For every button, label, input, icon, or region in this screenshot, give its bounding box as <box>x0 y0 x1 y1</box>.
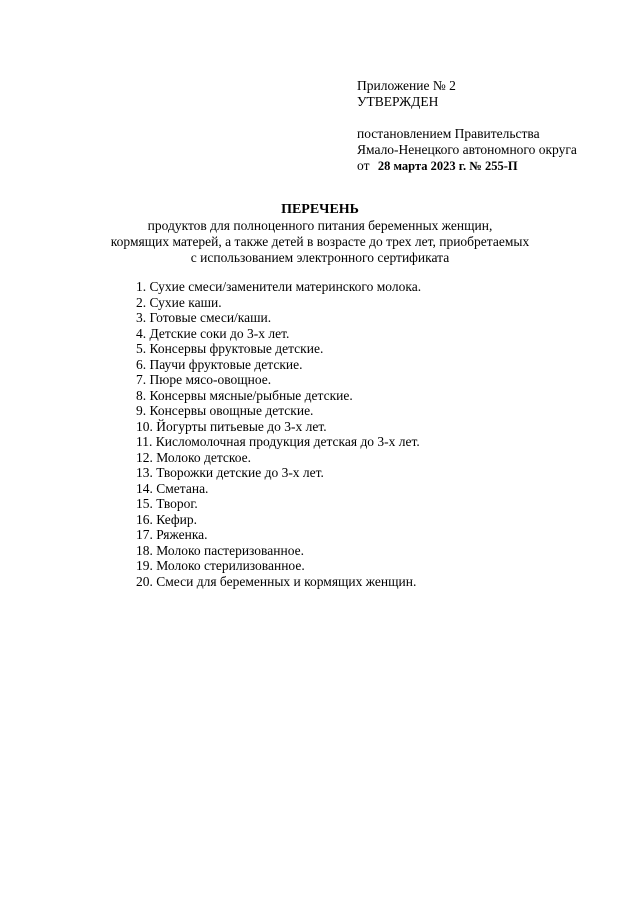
list-item: 17. Ряженка. <box>136 527 208 542</box>
list-item: 6. Паучи фруктовые детские. <box>136 356 303 372</box>
list-item: 3. Готовые смеси/каши. <box>136 310 272 325</box>
appendix-label: Приложение № 2 <box>357 78 456 93</box>
list-item: 1. Сухие смеси/заменители материнского молока. <box>136 279 422 294</box>
list-item: 11. Кисломолочная продукция детская до 3-х лет. <box>136 434 420 449</box>
date-prefix: от <box>357 158 370 173</box>
list-item: 8. Консервы мясные/рыбные детские. <box>136 387 353 403</box>
title-block <box>60 202 580 266</box>
list-item: 15. Творог. <box>136 496 198 511</box>
subtitle-line: кормящих матерей, а также детей в возрасте до трех лет, приобретаемых <box>110 234 530 249</box>
list-item: 2. Сухие каши. <box>136 294 222 310</box>
list-item: 5. Консервы фруктовые детские. <box>136 341 324 356</box>
list-item: 14. Сметана. <box>136 480 209 496</box>
list-item: 10. Йогурты питьевые до 3-х лет. <box>136 418 327 434</box>
subtitle-line: продуктов для полноценного питания беременных женщин, <box>147 218 493 233</box>
approval-block <box>357 78 627 174</box>
list-item: 12. Молоко детское. <box>136 449 252 465</box>
document-title: ПЕРЕЧЕНЬ <box>281 202 359 217</box>
approval-date: 28 марта 2023 г. № 255-П <box>377 159 518 173</box>
approval-date-line <box>357 158 627 174</box>
spacer <box>357 110 627 126</box>
approved-by-line-2: Ямало-Ненецкого автономного округа <box>357 142 577 157</box>
list-item: 13. Творожки детские до 3-х лет. <box>136 465 324 480</box>
product-list <box>136 279 421 589</box>
list-item: 9. Консервы овощные детские. <box>136 403 314 418</box>
list-item: 4. Детские соки до 3-х лет. <box>136 325 290 341</box>
list-item: 18. Молоко пастеризованное. <box>136 542 304 558</box>
document-subtitle <box>60 218 580 266</box>
approved-by-line-1: постановлением Правительства <box>357 126 540 141</box>
subtitle-line: с использованием электронного сертификата <box>190 250 450 265</box>
list-item: 7. Пюре мясо-овощное. <box>136 372 272 387</box>
list-item: 16. Кефир. <box>136 511 197 527</box>
list-item: 20. Смеси для беременных и кормящих женщин. <box>136 573 417 589</box>
list-item: 19. Молоко стерилизованное. <box>136 558 305 573</box>
approved-label: УТВЕРЖДЕН <box>357 94 439 109</box>
